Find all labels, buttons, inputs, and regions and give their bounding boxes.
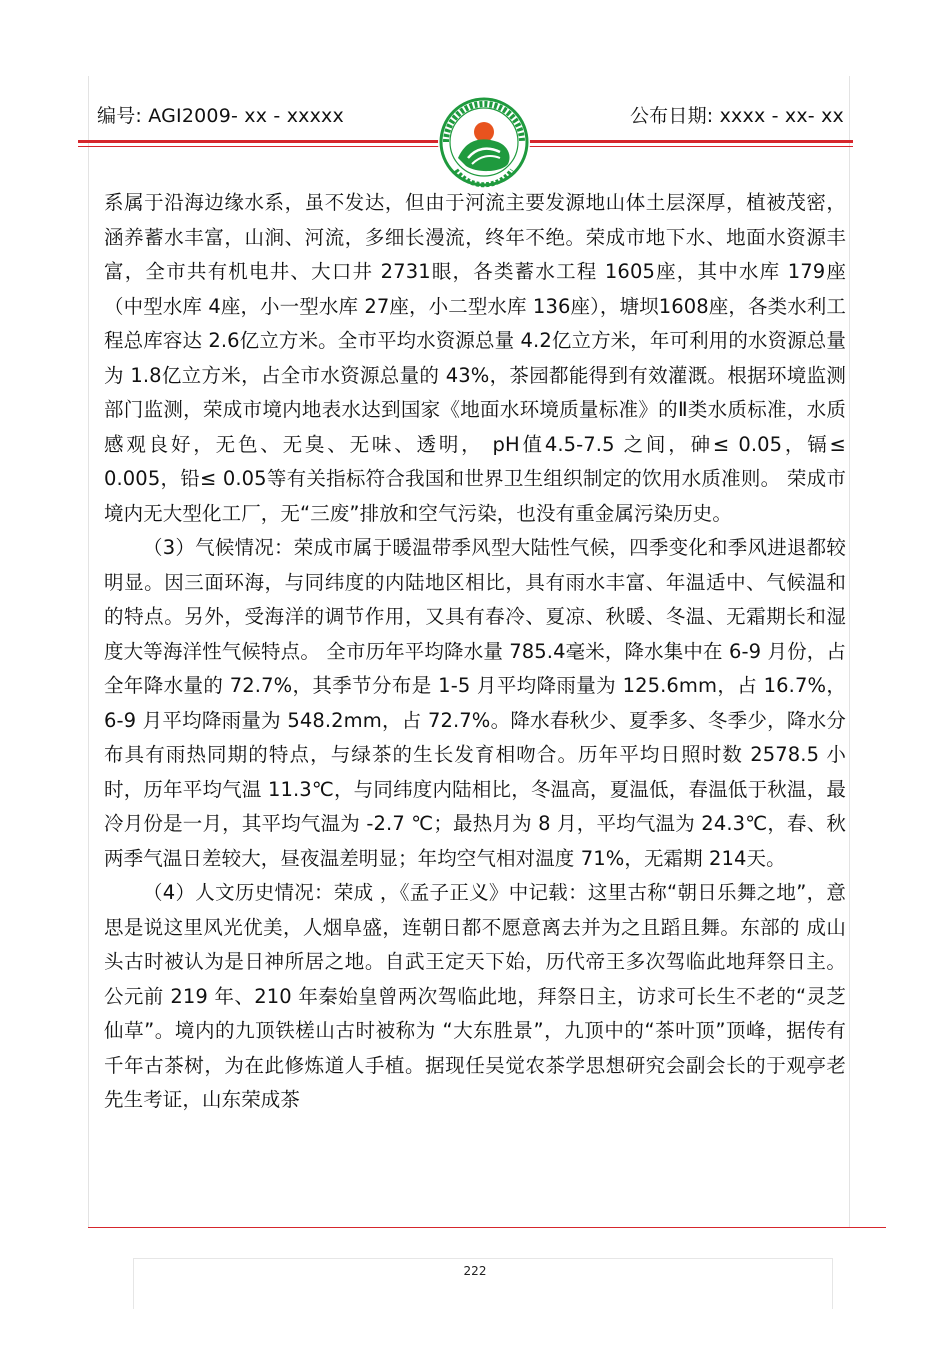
- paragraph-history: （4）人文历史情况：荣成 ，《孟子正义》中记载：这里古称“朝日乐舞之地”，意思是说这里风光优美，人烟阜盛，连朝日都不愿意离去并为之且蹈且舞。东部的 成山头古时被认为是日神所居之地。自武王定天下始，历代帝王多次驾临此地拜祭日主。公元前 219 年、210 年秦始皇曾两次驾临此地，拜祭日主，访求可长生不老的“灵芝仙草”。境内的九顶铁槎山古时被称为 “大东胜景”，九顶中的“茶叶顶”顶峰，据传有千年古茶树，为在此修炼道人手植。据现任吴觉农茶学思想研究会副会长的于观亭老先生考证，山东荣成茶: [104, 881, 846, 1111]
- body-text: [104, 186, 846, 1118]
- paragraph-climate: （3）气候情况：荣成市属于暖温带季风型大陆性气候，四季变化和季风进退都较明显。因三面环海，与同纬度的内陆地区相比，具有雨水丰富、年温适中、气候温和的特点。另外，受海洋的调节作用，又具有春冷、夏凉、秋暖、冬温、无霜期长和湿度大等海洋性气候特点。 全市历年平均降水量 785.4毫米，降水集中在 6-9 月份，占全年降水量的 72.7%，其季节分布是 1-5 月平均降雨量为 125.6mm，占 16.7%，6-9 月平均降雨量为 548.2mm，占 72.7%。降水春秋少、夏季多、冬季少，降水分布具有雨热同期的特点，与绿茶的生长发育相吻合。历年平均日照时数 2578.5 小时，历年平均气温 11.3℃，与同纬度内陆相比，冬温高，夏温低，春温低于秋温，最冷月份是一月，其平均气温为 -2.7 ℃；最热月为 8 月，平均气温为 24.3℃，春、秋两季气温日差较大，昼夜温差明显；年均空气相对温度 71%，无霜期 214天。: [104, 536, 846, 870]
- green-agriculture-seal-icon: [438, 96, 530, 188]
- page-number: 222: [463, 1264, 487, 1278]
- frame-line-left: [88, 76, 89, 1228]
- frame-line-right: [849, 76, 850, 1228]
- publish-date: 公布日期: xxxx - xx- xx: [629, 105, 844, 127]
- footer-rule: [88, 1227, 886, 1228]
- document-number: 编号: AGI2009- xx - xxxxx: [97, 105, 344, 127]
- paragraph-water-resources: 系属于沿海边缘水系，虽不发达，但由于河流主要发源地山体土层深厚，植被茂密，涵养蓄水丰富，山涧、河流，多细长漫流，终年不绝。荣成市地下水、地面水资源丰富，全市共有机电井、大口井 2731眼，各类蓄水工程 1605座，其中水库 179座（中型水库 4座，小一型水库 27座，小二型水库 136座），塘坝1608座，各类水利工程总库容达 2.6亿立方米。全市平均水资源总量 4.2亿立方米，年可利用的水资源总量为 1.8亿立方米，占全市水资源总量的 43%，茶园都能得到有效灌溉。根据环境监测部门监测，荣成市境内地表水达到国家《地面水环境质量标准》的Ⅱ类水质标准，水质感观良好，无色、无臭、无味、透明， pH值4.5-7.5 之间，砷≤ 0.05，镉≤ 0.005，铅≤ 0.05等有关指标符合我国和世界卫生组织制定的饮用水质准则。 荣成市境内无大型化工厂，无“三废”排放和空气污染，也没有重金属污染历史。: [104, 191, 846, 525]
